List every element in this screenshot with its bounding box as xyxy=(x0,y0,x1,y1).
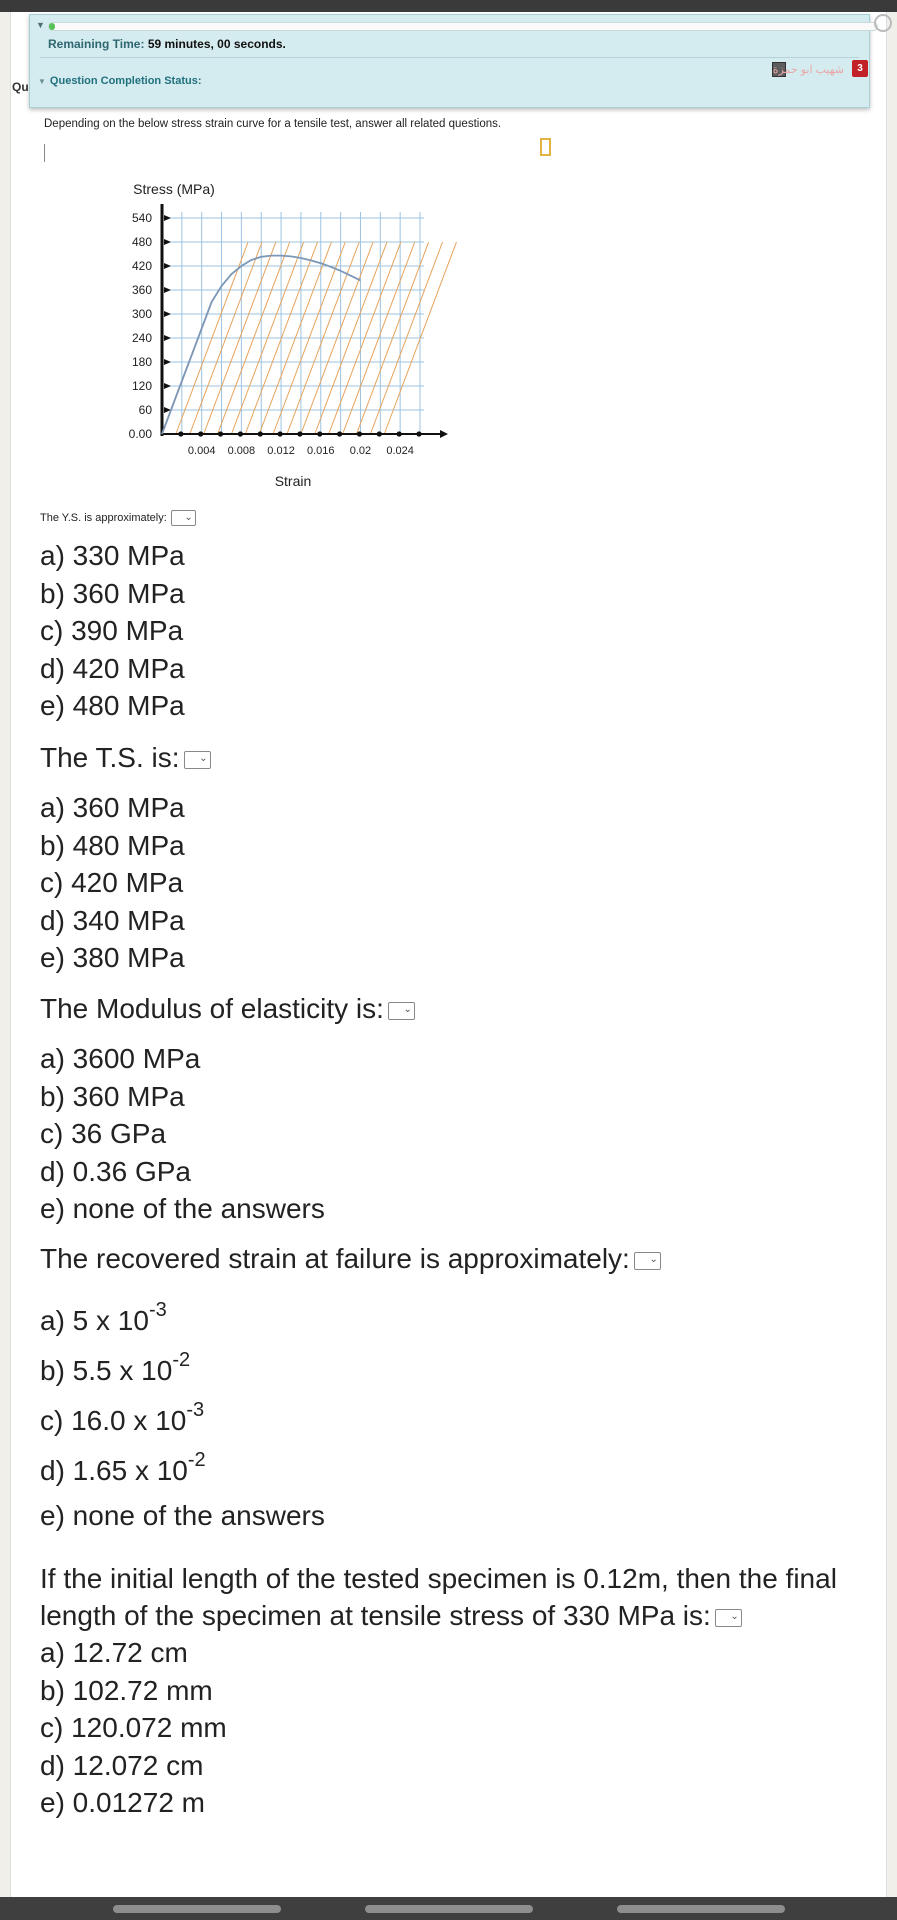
completion-status-label: Question Completion Status: xyxy=(49,75,202,87)
y-tick-label: 480 xyxy=(131,235,152,249)
status-panel xyxy=(29,14,870,108)
question-final-length xyxy=(40,1560,840,1822)
option-ys-e: e) 480 MPa xyxy=(40,690,185,721)
x-tick-marker xyxy=(397,431,402,436)
time-progress-fill xyxy=(49,23,55,30)
y-tick-marker xyxy=(164,311,171,317)
options-recovered-strain xyxy=(40,1296,325,1536)
y-tick-marker xyxy=(164,383,171,389)
x-tick-marker xyxy=(377,431,382,436)
flag-icon[interactable] xyxy=(540,138,551,156)
question-ts xyxy=(40,742,211,774)
x-tick-marker xyxy=(357,431,362,436)
option-final-length-c: c) 120.072 mm xyxy=(40,1712,227,1743)
x-tick-label: 0.024 xyxy=(386,445,414,457)
bottom-tab-2[interactable] xyxy=(365,1905,533,1913)
chevron-down-icon: ⌄ xyxy=(649,1253,658,1265)
notification-badge[interactable]: 3 xyxy=(852,60,868,77)
options-ts xyxy=(40,789,185,977)
option-modulus-c: c) 36 GPa xyxy=(40,1118,167,1149)
x-axis-title: Strain xyxy=(274,473,312,489)
option-ts-b: b) 480 MPa xyxy=(40,829,185,861)
x-tick-marker xyxy=(258,431,263,436)
option-modulus-e: e) none of the answers xyxy=(40,1193,325,1224)
x-tick-marker xyxy=(317,431,322,436)
option-ys-a: a) 330 MPa xyxy=(40,540,185,571)
y-tick-marker xyxy=(164,263,171,269)
x-tick-label: 0.016 xyxy=(307,445,335,457)
question-ts-prompt: The T.S. is: xyxy=(40,742,180,773)
option-ts-d: d) 340 MPa xyxy=(40,904,185,936)
chevron-down-icon: ⌄ xyxy=(199,752,208,764)
options-modulus xyxy=(40,1040,325,1228)
y-tick-marker xyxy=(164,359,171,365)
y-tick-label: 540 xyxy=(131,211,152,225)
text-cursor xyxy=(44,144,45,162)
y-tick-label: 0.00 xyxy=(128,427,152,441)
side-tag: Qu xyxy=(12,80,29,94)
question-recovered-strain-prompt: The recovered strain at failure is approximately: xyxy=(40,1243,630,1274)
expand-caret-icon: ▼ xyxy=(38,77,46,86)
remaining-time xyxy=(48,37,286,51)
option-recovered-strain-e: e) none of the answers xyxy=(40,1500,325,1531)
browser-top-strip xyxy=(0,0,897,12)
y-tick-label: 420 xyxy=(131,259,152,273)
option-ts-e: e) 380 MPa xyxy=(40,942,185,973)
bottom-tab-3[interactable] xyxy=(617,1905,785,1913)
x-tick-marker xyxy=(416,431,421,436)
option-modulus-a: a) 3600 MPa xyxy=(40,1043,201,1074)
answer-dropdown-recovered-strain[interactable] xyxy=(634,1252,661,1270)
x-axis-arrow-icon xyxy=(440,430,448,438)
option-ys-d: d) 420 MPa xyxy=(40,652,185,684)
x-tick-marker xyxy=(337,431,342,436)
option-modulus-d: d) 0.36 GPa xyxy=(40,1155,191,1187)
remaining-time-value: 59 minutes, 00 seconds. xyxy=(147,37,286,51)
option-final-length-a: a) 12.72 cm xyxy=(40,1637,188,1668)
user-badge[interactable] xyxy=(772,60,870,80)
question-ys-prompt: The Y.S. is approximately: xyxy=(40,511,167,524)
question-modulus xyxy=(40,993,415,1025)
chevron-down-icon: ⌄ xyxy=(730,1610,739,1622)
y-tick-marker xyxy=(164,335,171,341)
option-ys-b: b) 360 MPa xyxy=(40,577,185,609)
bottom-tab-1[interactable] xyxy=(113,1905,281,1913)
completion-status-toggle[interactable] xyxy=(38,75,201,87)
options-ys xyxy=(40,537,185,725)
option-final-length-d: d) 12.072 cm xyxy=(40,1749,204,1781)
y-axis-title: Stress (MPa) xyxy=(133,181,215,197)
y-tick-marker xyxy=(164,287,171,293)
x-tick-marker xyxy=(297,431,302,436)
option-final-length-e: e) 0.01272 m xyxy=(40,1787,205,1818)
option-recovered-strain-d: d) 1.65 x $10^{-2}$ xyxy=(40,1449,206,1486)
y-tick-label: 180 xyxy=(131,355,152,369)
answer-dropdown-final-length[interactable] xyxy=(715,1609,742,1627)
chevron-down-icon: ⌄ xyxy=(403,1003,412,1015)
panel-divider xyxy=(40,57,859,58)
y-tick-marker xyxy=(164,215,171,221)
user-name: شهيب ابو حمزة xyxy=(772,64,844,76)
x-tick-label: 0.004 xyxy=(187,445,216,457)
x-tick-marker xyxy=(218,431,223,436)
y-tick-label: 300 xyxy=(131,307,152,321)
option-recovered-strain-c: c) 16.0 x $10^{-3}$ xyxy=(40,1399,205,1436)
option-recovered-strain-a: a) 5 x $10^{-3}$ xyxy=(40,1299,167,1336)
y-tick-label: 60 xyxy=(138,403,152,417)
gear-icon[interactable] xyxy=(874,14,892,32)
x-tick-label: 0.012 xyxy=(267,445,295,457)
options-final-length xyxy=(40,1634,840,1822)
question-modulus-prompt: The Modulus of elasticity is: xyxy=(40,993,384,1024)
y-tick-label: 360 xyxy=(131,283,152,297)
question-recovered-strain xyxy=(40,1243,661,1275)
option-ts-a: a) 360 MPa xyxy=(40,792,185,823)
collapse-caret-icon[interactable]: ▼ xyxy=(36,20,45,30)
x-tick-marker xyxy=(198,431,203,436)
y-tick-marker xyxy=(164,239,171,245)
answer-dropdown-ys[interactable] xyxy=(171,510,196,526)
x-tick-marker xyxy=(238,431,243,436)
y-tick-label: 120 xyxy=(131,379,152,393)
stress-strain-chart xyxy=(100,176,460,496)
y-tick-label: 240 xyxy=(131,331,152,345)
option-modulus-b: b) 360 MPa xyxy=(40,1080,185,1112)
option-recovered-strain-b: b) 5.5 x $10^{-2}$ xyxy=(40,1349,191,1386)
remaining-time-label: Remaining Time: xyxy=(48,37,145,51)
x-tick-label: 0.008 xyxy=(227,445,256,457)
bottom-bar xyxy=(0,1897,897,1920)
option-ts-c: c) 420 MPa xyxy=(40,867,184,898)
answer-dropdown-modulus[interactable] xyxy=(388,1002,415,1020)
option-ys-c: c) 390 MPa xyxy=(40,615,184,646)
option-final-length-b: b) 102.72 mm xyxy=(40,1674,213,1706)
question-intro: Depending on the below stress strain curve for a tensile test, answer all related questions. xyxy=(44,118,502,130)
question-final-length-prompt: If the initial length of the tested specimen is 0.12m, then the final length of the specimen at tensile stress of 330 MPa is: xyxy=(40,1563,837,1631)
chevron-down-icon: ⌄ xyxy=(184,512,193,523)
x-tick-marker xyxy=(277,431,282,436)
x-tick-label: 0.02 xyxy=(349,445,372,457)
x-tick-marker xyxy=(178,431,183,436)
question-final-length-prompt-wrap xyxy=(40,1560,840,1634)
answer-dropdown-ts[interactable] xyxy=(184,751,211,769)
time-progress-bar xyxy=(48,22,878,31)
question-ys xyxy=(40,510,196,526)
